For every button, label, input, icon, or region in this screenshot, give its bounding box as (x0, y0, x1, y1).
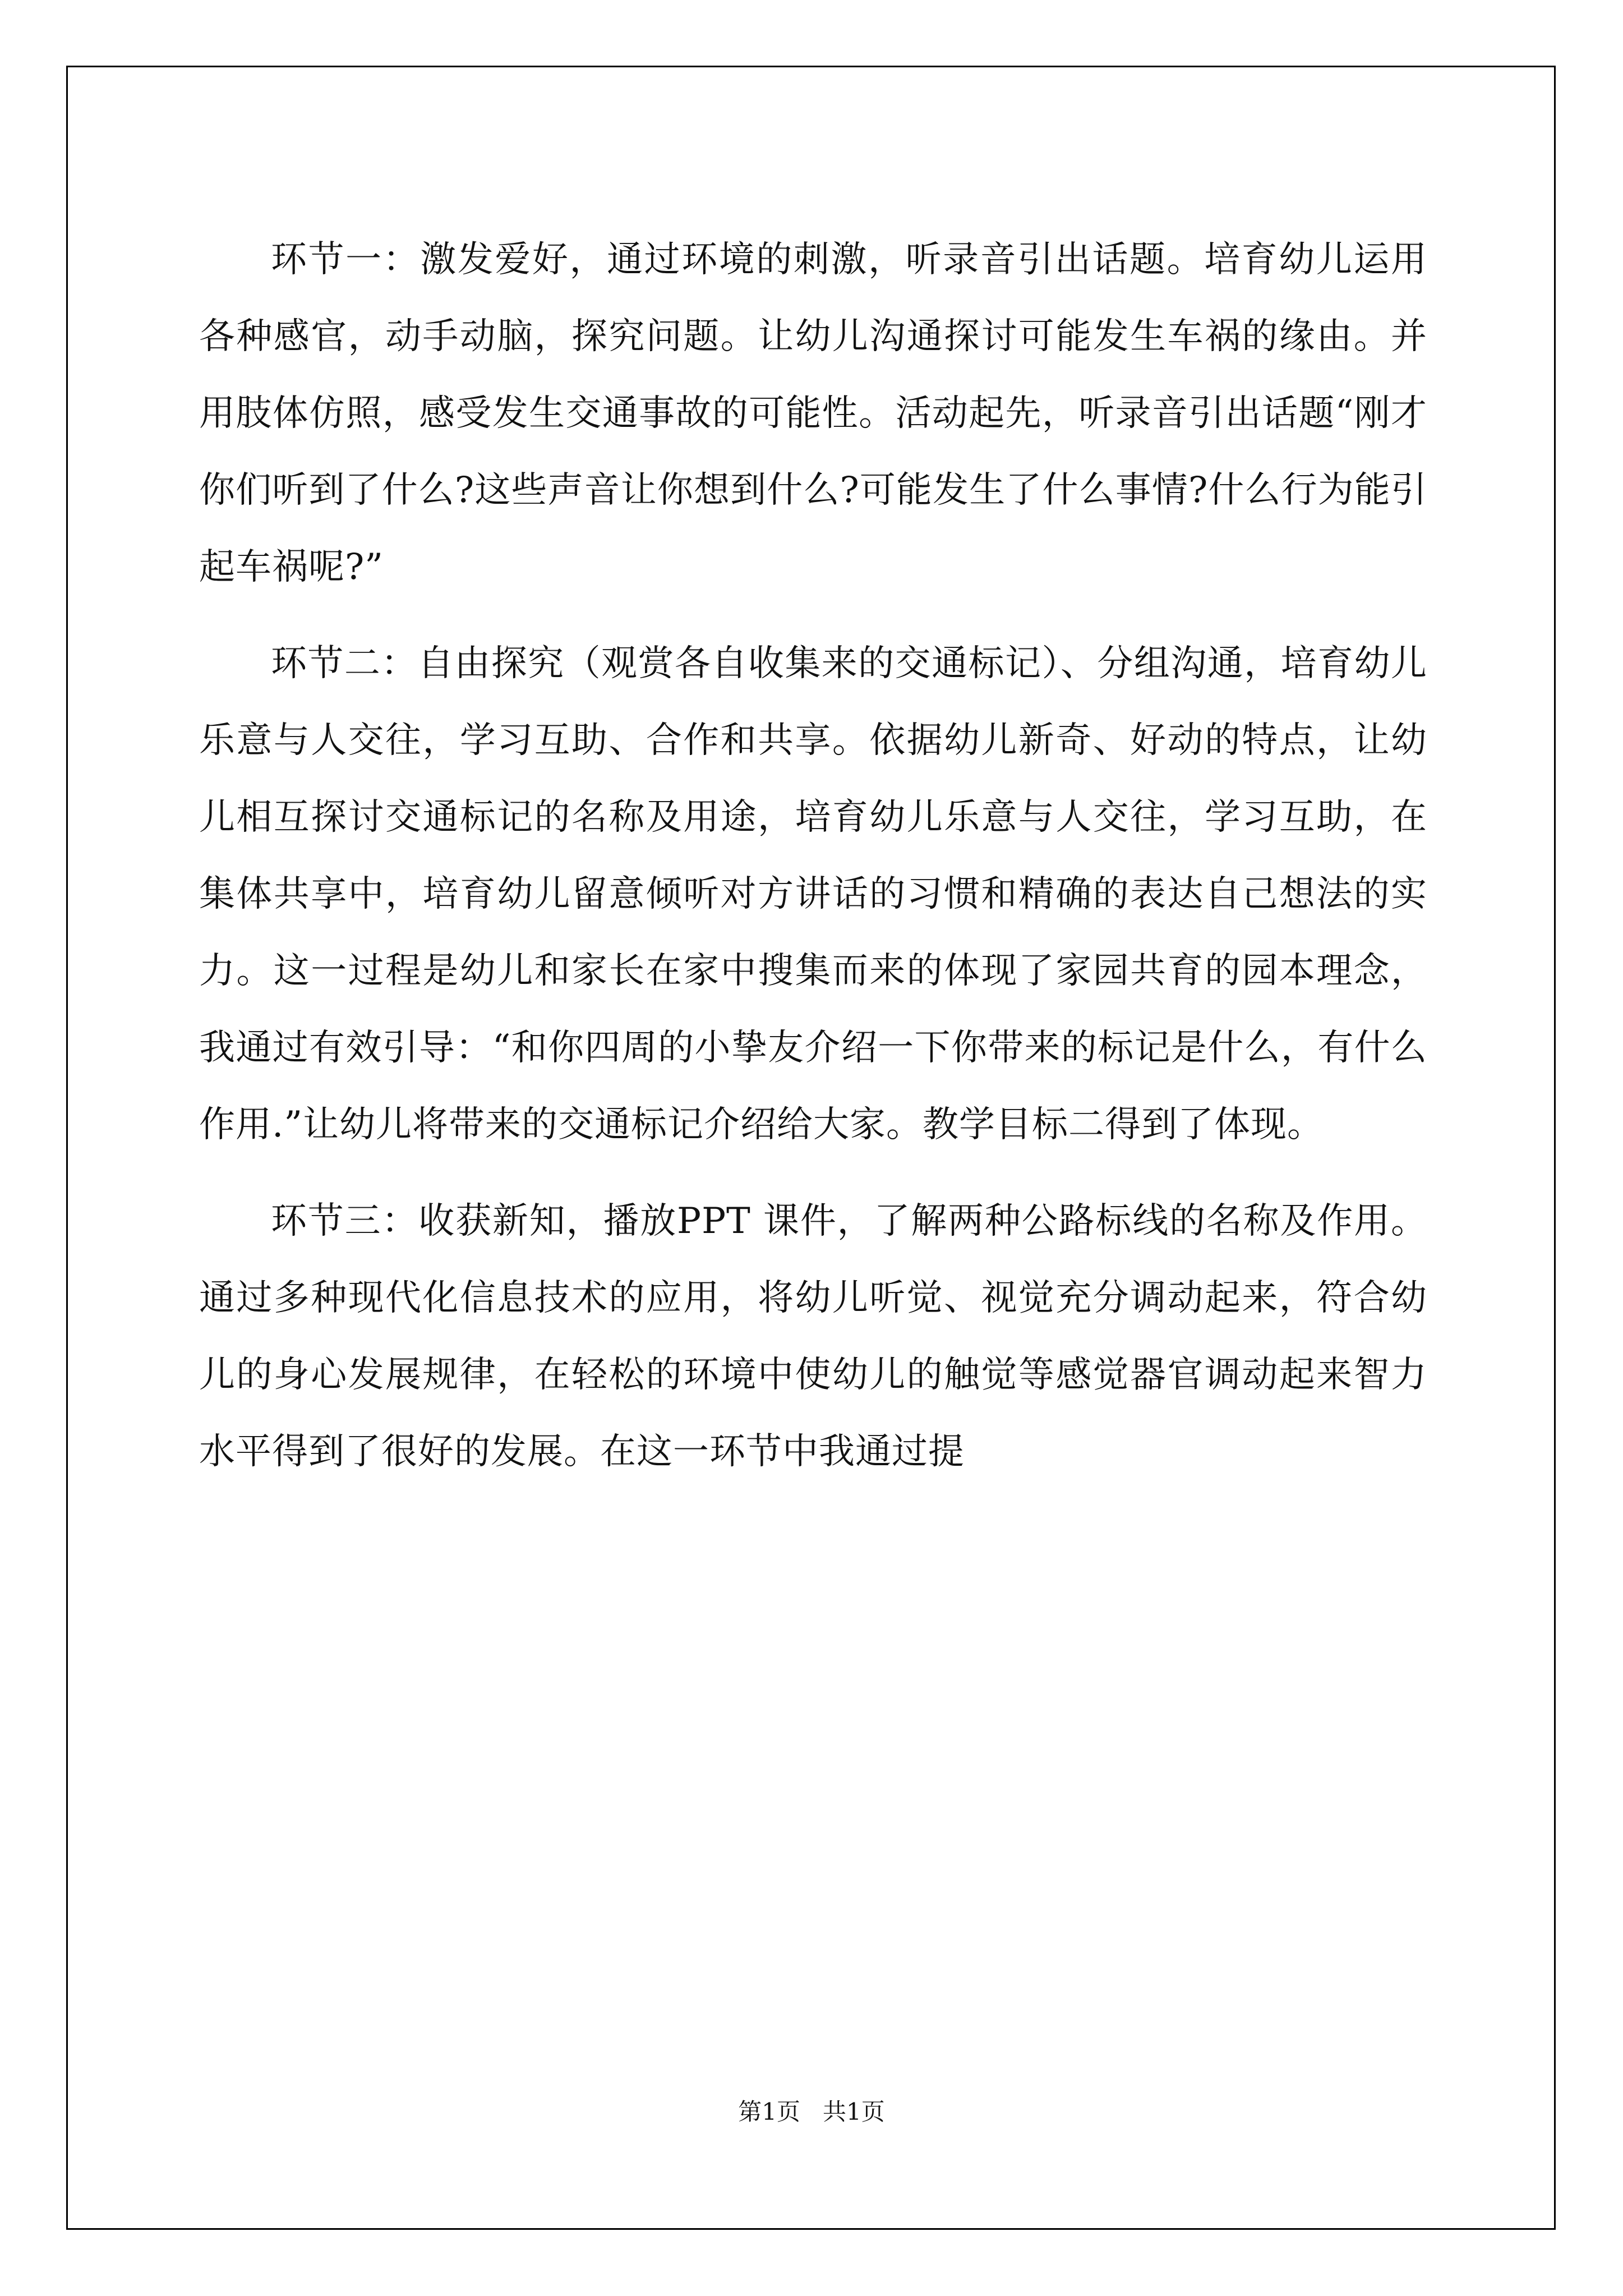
page-total: 共1页 (823, 2098, 885, 2125)
page-footer (0, 2098, 1623, 2126)
page-number: 第1页 (738, 2098, 800, 2125)
paragraph-section-one: 环节一：激发爱好，通过环境的刺激，听录音引出话题。培育幼儿运用各种感官，动手动脑，探究问题。让幼儿沟通探讨可能发生车祸的缘由。并用肢体仿照，感受发生交通事故的可能性。活动起先，听录音引出话题“刚才你们听到了什么?这些声音让你想到什么?可能发生了什么事情?什么行为能引起车祸呢?” (199, 239, 1427, 588)
paragraph-section-three: 环节三：收获新知，播放PPT 课件，了解两种公路标线的名称及作用。通过多种现代化信息技术的应用，将幼儿听觉、视觉充分调动起来，符合幼儿的身心发展规律，在轻松的环境中使幼儿的触觉等感觉器官调动起来智力水平得到了很好的发展。在这一环节中我通过提 (199, 1200, 1427, 1473)
document-body (199, 222, 1427, 1510)
paragraph-section-two: 环节二：自由探究（观赏各自收集来的交通标记）、分组沟通，培育幼儿乐意与人交往，学习互助、合作和共享。依据幼儿新奇、好动的特点，让幼儿相互探讨交通标记的名称及用途，培育幼儿乐意与人交往，学习互助，在集体共享中，培育幼儿留意倾听对方讲话的习惯和精确的表达自己想法的实力。这一过程是幼儿和家长在家中搜集而来的体现了家园共育的园本理念，我通过有效引导：“和你四周的小挚友介绍一下你带来的标记是什么，有什么作用.”让幼儿将带来的交通标记介绍给大家。教学目标二得到了体现。 (199, 643, 1427, 1145)
